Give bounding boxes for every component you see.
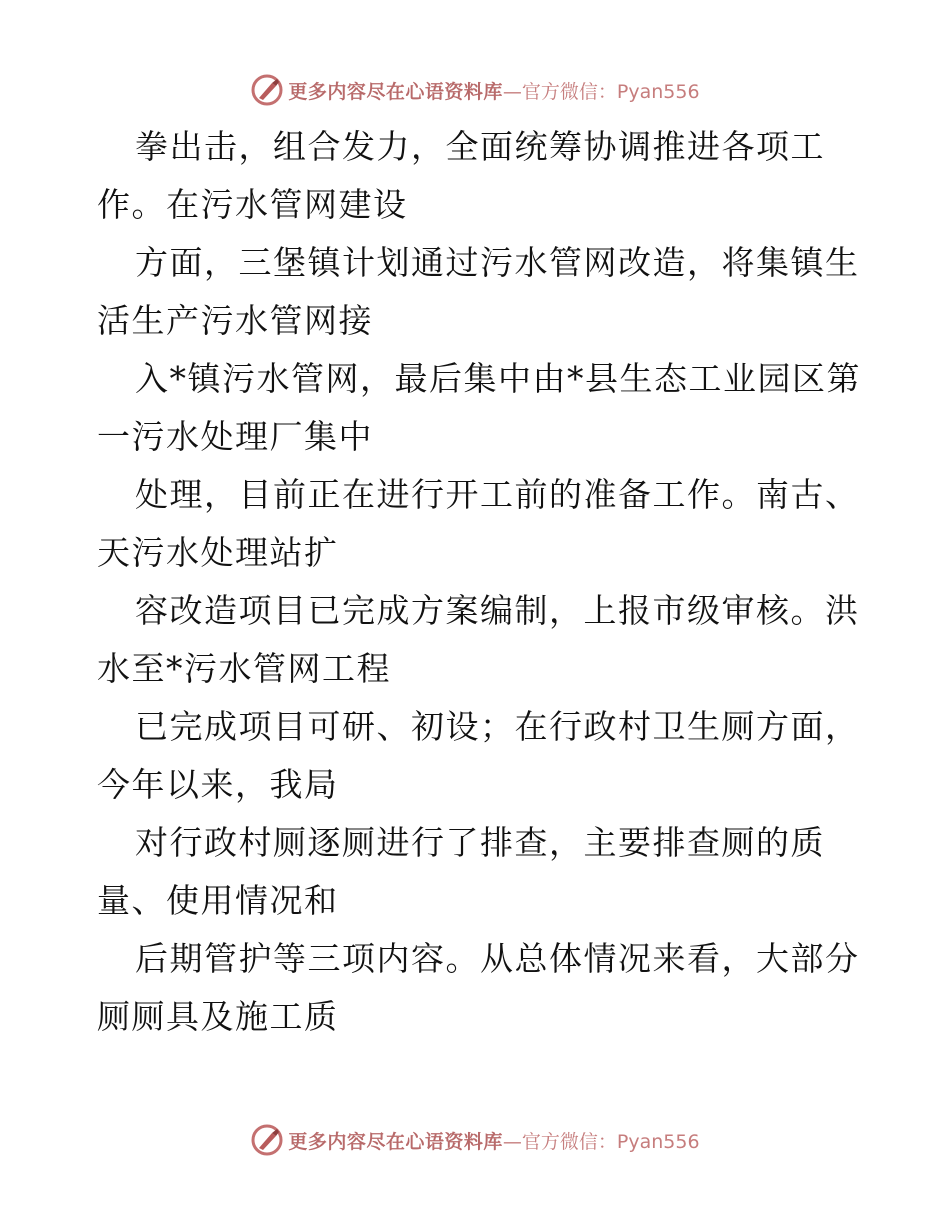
text-line: 今年以来，我局 (97, 765, 339, 804)
text-line: 一污水处理厂集中 (97, 417, 373, 456)
text-line: 厕厕具及施工质 (97, 997, 339, 1036)
text-line: 对行政村厕逐厕进行了排查，主要排查厕的质 (135, 823, 825, 862)
watermark-title: 更多内容尽在心语资料库 (288, 80, 503, 103)
text-line: 处理，目前正在进行开工前的准备工作。南古、 (135, 475, 860, 514)
text-line: 作。在污水管网建设 (97, 185, 408, 224)
text-line: 天污水处理站扩 (97, 533, 339, 572)
text-line: 量、使用情况和 (97, 881, 339, 920)
header-watermark (0, 70, 950, 110)
text-line: 水至*污水管网工程 (97, 649, 391, 688)
watermark-contact: —官方微信：Pyan556 (502, 1130, 700, 1153)
text-line: 拳出击，组合发力，全面统筹协调推进各项工 (135, 127, 825, 166)
text-line: 后期管护等三项内容。从总体情况来看，大部分 (135, 939, 860, 978)
text-line: 容改造项目已完成方案编制，上报市级审核。洪 (135, 591, 860, 630)
text-line: 活生产污水管网接 (97, 301, 373, 340)
footer-watermark (0, 1120, 950, 1160)
text-line: 入*镇污水管网，最后集中由*县生态工业园区第 (135, 359, 861, 398)
text-line: 方面，三堡镇计划通过污水管网改造，将集镇生 (135, 243, 860, 282)
pen-logo-icon (250, 73, 284, 107)
watermark-title: 更多内容尽在心语资料库 (288, 1130, 503, 1153)
watermark-contact: —官方微信：Pyan556 (502, 80, 700, 103)
text-line: 已完成项目可研、初设；在行政村卫生厕方面， (135, 707, 860, 746)
document-body (97, 118, 867, 1046)
pen-logo-icon (250, 1123, 284, 1157)
